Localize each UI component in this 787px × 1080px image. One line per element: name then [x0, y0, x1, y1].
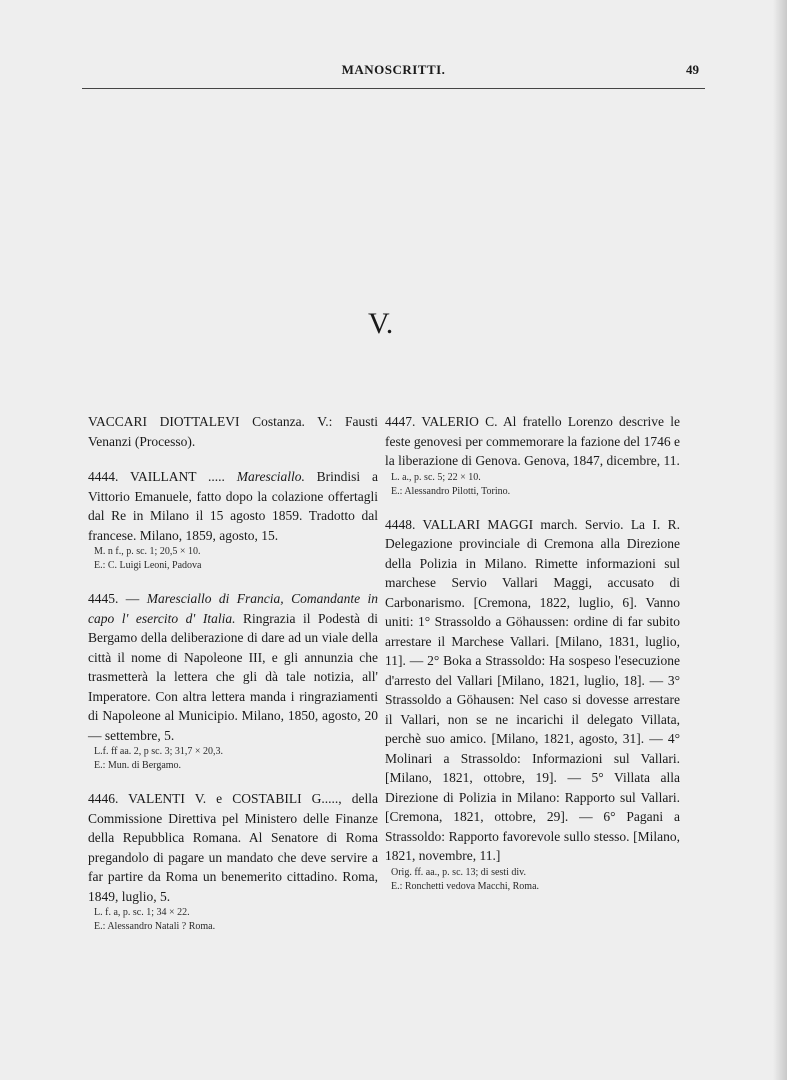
entry-text: Brindisi a Vittorio Emanuele, fatto dopo la colazione offertagli dal Re in Milano il 15 agosto 1859. Tradotto dal francese. Milano, 1859, agosto, 15. [88, 469, 379, 543]
section-letter: V. [368, 307, 394, 340]
page-edge-shadow [773, 0, 787, 1080]
entry-body [88, 589, 378, 745]
entry-body [88, 467, 378, 545]
entry-head: 4446. VALENTI V. e COSTABILI G....., [88, 791, 352, 806]
entry-title: Maresciallo di Francia, Comandante in capo l' esercito d' Italia. [88, 591, 378, 626]
left-column [88, 412, 378, 950]
entry-physical-note: L. a., p. sc. 5; 22 × 10. [391, 471, 481, 483]
entry-body [385, 515, 680, 866]
entry-title: Maresciallo. [236, 469, 305, 484]
entry-head: 4448. VALLARI MAGGI [385, 516, 541, 532]
page-header [88, 62, 699, 84]
entry-physical-note: M. n f., p. sc. 1; 20,5 × 10. [94, 546, 201, 557]
entry-text: della Commissione Direttiva pel Ministero delle Finanze della Repubblica Romana. Al Senatore di Roma pregandolo di pagare un mandato che deve servire a far partire da Roma un benemerito cittadino. Roma, 1849, luglio, 5. [88, 791, 378, 904]
entry-physical-note: Orig. ff. aa., p. sc. 13; di sesti div. [391, 866, 526, 878]
entry-text: march. Servio. La I. R. Delegazione provinciale di Cremona alla Direzione della Polizia in Milano. Rimette informazioni sul marchese Servio Vallari Maggi, accusato di Carbonarismo. [Cremona, 1822, luglio, 6]. Vanno uniti: 1° Strassoldo a Göhaussen: ordine di far subito arrestare il Marchese Vallari. [Milano, 1831, luglio, 11]. — 2° Boka a Strassoldo: Ha sospeso l'esecuzione d'arresto del Vallari [Milano, 1821, luglio, 18]. — 3° Strassoldo a Göhausen: Nel caso si dovesse arrestare il Vallari, non se ne incarichi il delegato Villata, perchè suo amico. [Milano, 1821, agosto, 31]. — 4° Molinari a Strassoldo: Informazioni sul Vallari. [Milano, 1821, ottobre, 19]. — 5° Villata alla Direzione di Polizia in Milano: Rapporto sul Vallari. [Cremona, 1821, ottobre, 29]. — 6° Pagani a Strassoldo: Rapporto favorevole sullo stesso. [Milano, 1821, novembre, 11.] [385, 516, 680, 863]
entry-head: 4447. VALERIO C. [385, 414, 503, 429]
entry-owner-note: E.: Mun. di Bergamo. [94, 760, 182, 771]
catalog-entry-4448 [385, 515, 680, 894]
right-column [385, 412, 680, 910]
catalog-entry-4446 [88, 789, 378, 934]
entry-head: 4445. — [88, 591, 147, 606]
entry-owner-note: E.: Alessandro Natali ? Roma. [94, 921, 216, 932]
catalog-entry-4445 [88, 589, 378, 773]
page-number: 49 [686, 62, 699, 77]
entry-text: Al fratello Lorenzo descrive le feste genovesi per commemorare la fazione del 1746 e la liberazione di Genova. Genova, 1847, dicembre, 11. [385, 414, 680, 468]
entry-physical-note: L.f. ff aa. 2, p sc. 3; 31,7 × 20,3. [94, 746, 224, 757]
catalog-entry-4444 [88, 467, 378, 573]
entry-owner-note: E.: Ronchetti vedova Macchi, Roma. [391, 880, 540, 892]
entry-body [385, 412, 680, 471]
entry-text: Ringrazia il Podestà di Bergamo della deliberazione di dare ad un viale della città il nome di Napoleone III, e gli annunzia che trasmetterà la lettera che gli dà tale notizia, all' Imperatore. Con altra lettera manda i ringraziamenti di Napoleone al Municipio. Milano, 1850, agosto, 20 — settembre, 5. [88, 610, 378, 743]
entry-head: 4444. VAILLANT ..... [88, 469, 237, 484]
running-title: MANOSCRITTI. [341, 62, 446, 77]
header-rule [82, 88, 705, 89]
entry-text: VACCARI DIOTTALEVI Costanza. V.: Fausti Venanzi (Processo). [88, 414, 378, 449]
entry-body [88, 789, 378, 906]
catalog-entry [88, 412, 378, 451]
entry-owner-note: E.: C. Luigi Leoni, Padova [94, 560, 202, 571]
entry-physical-note: L. f. a, p. sc. 1; 34 × 22. [94, 907, 190, 918]
entry-owner-note: E.: Alessandro Pilotti, Torino. [391, 485, 511, 497]
catalog-entry-4447 [385, 412, 680, 499]
